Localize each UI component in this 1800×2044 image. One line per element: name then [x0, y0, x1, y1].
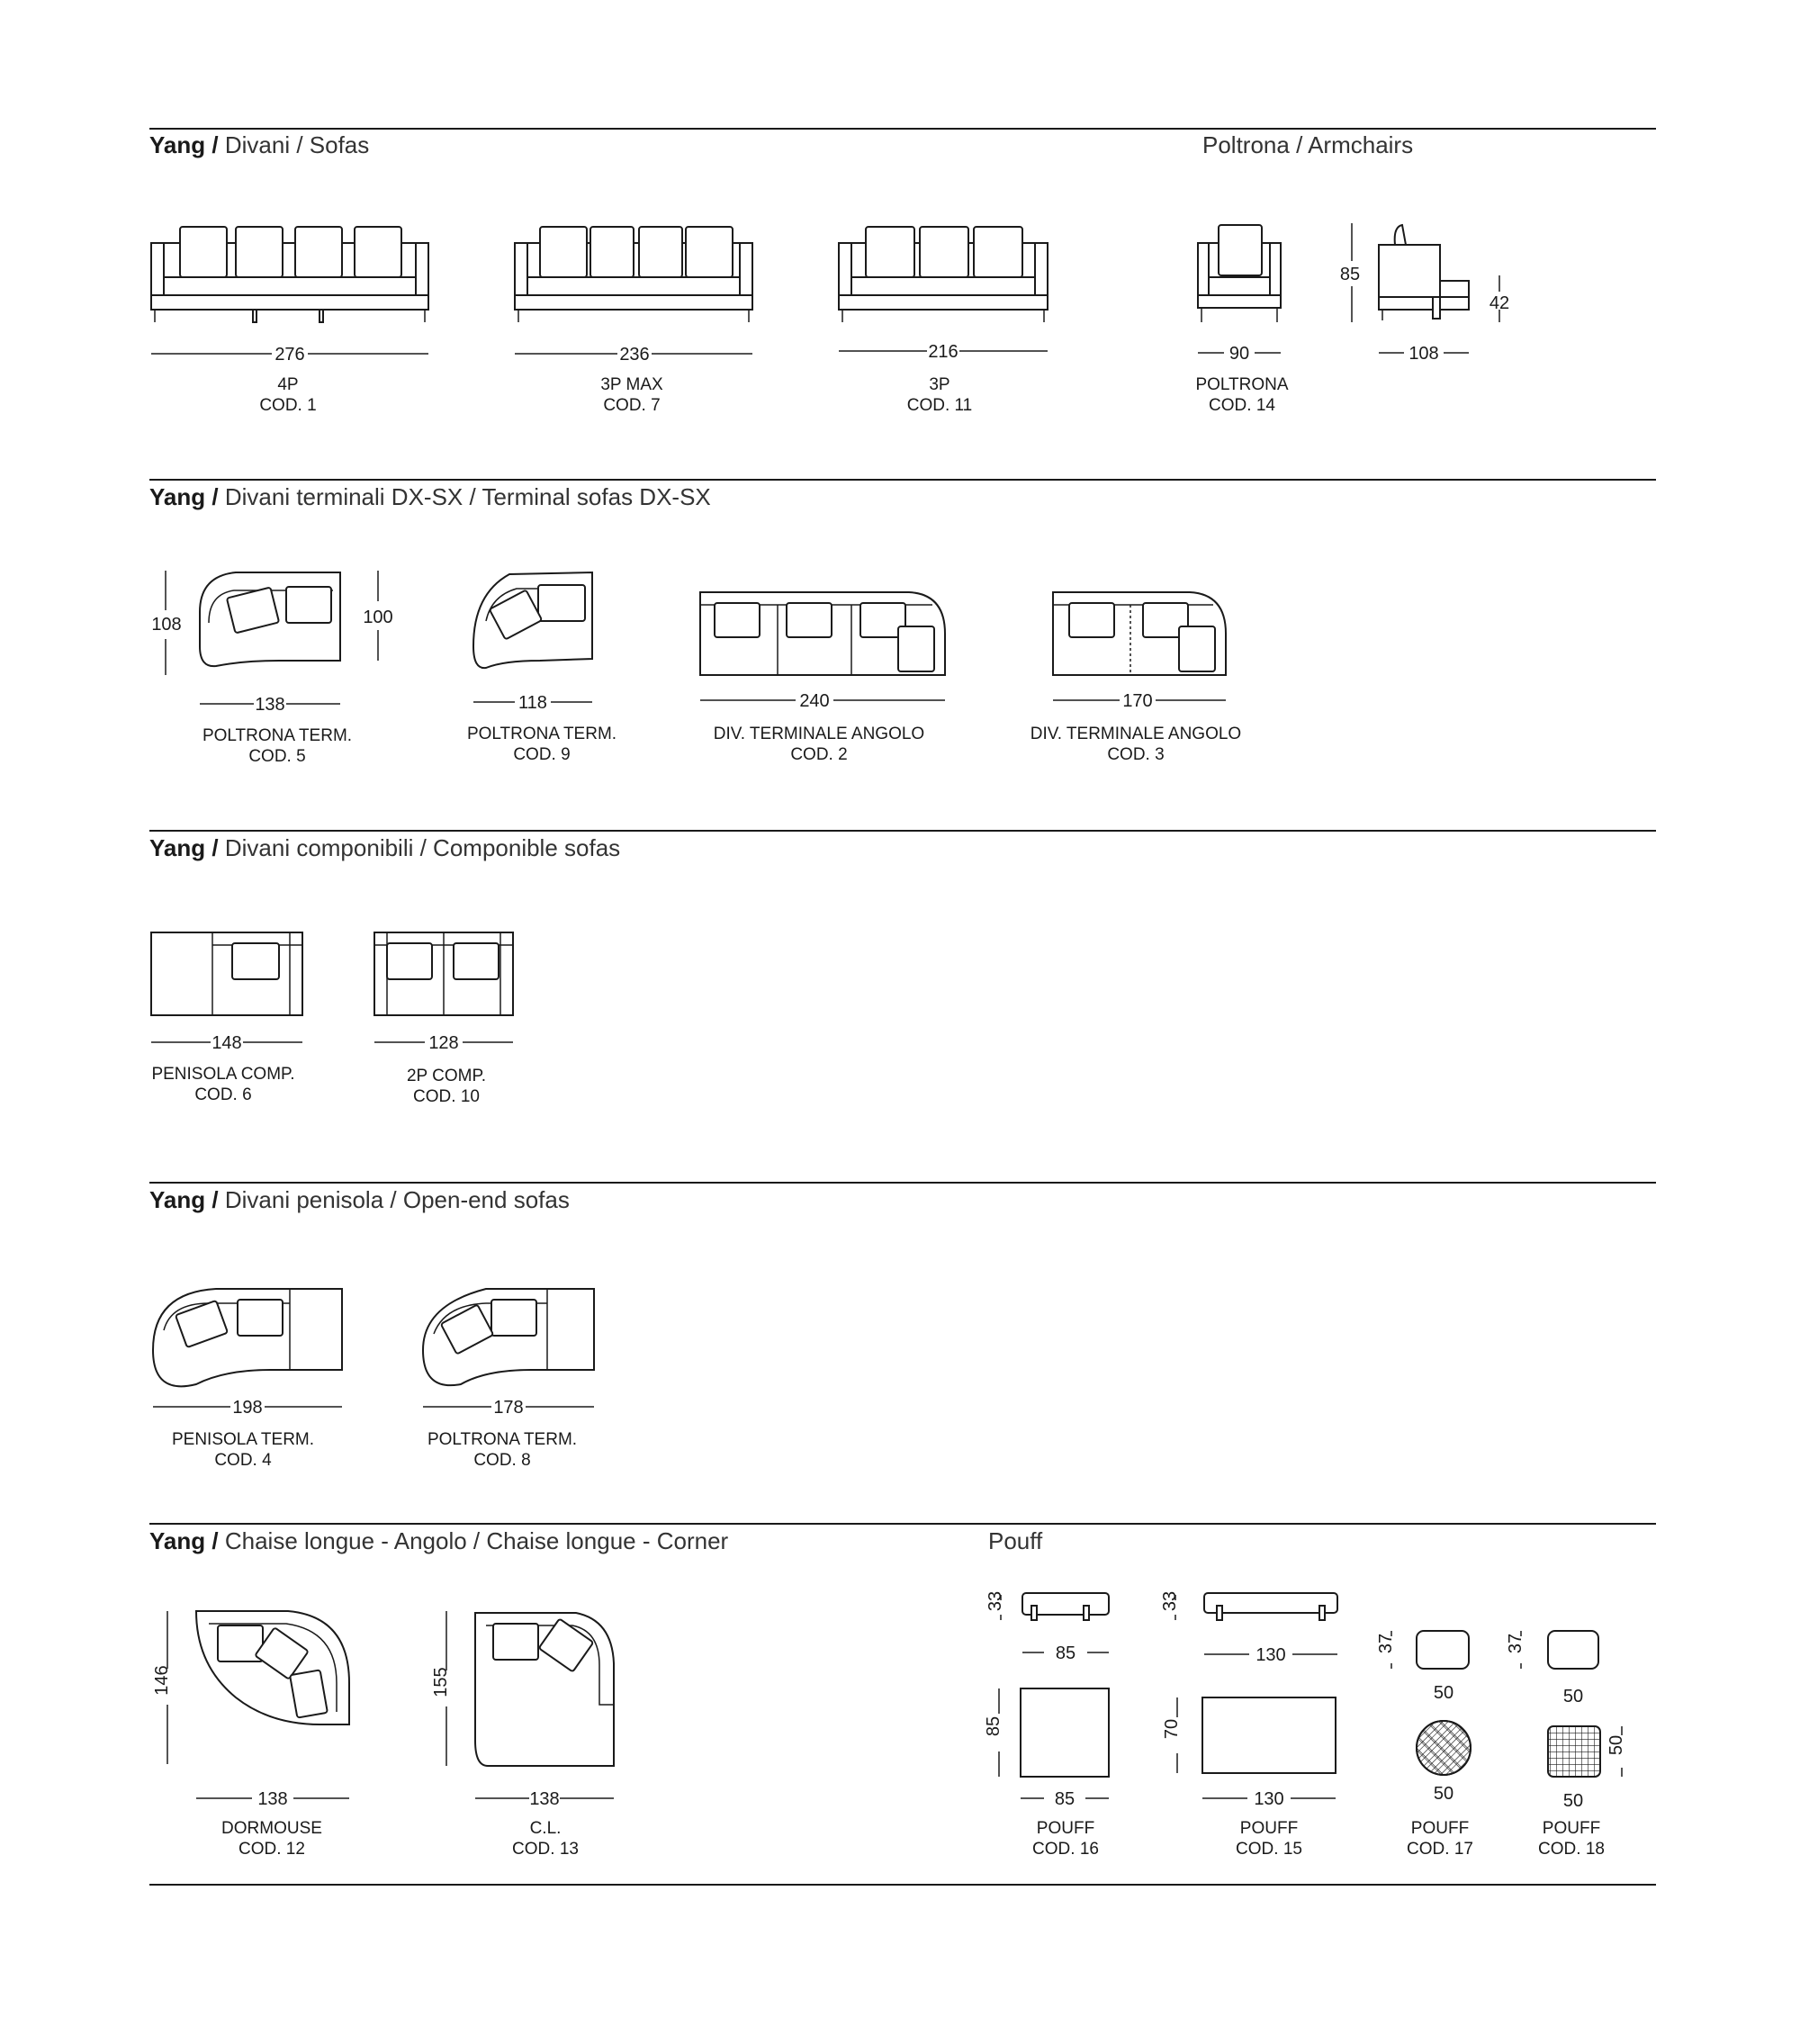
- term-2-drawing: [700, 592, 945, 675]
- label-pen-8: POLTRONA TERM. COD. 8: [427, 1430, 578, 1470]
- dim-pouff15-d: 70: [1162, 1718, 1182, 1740]
- dim-pouff18-w2: 50: [1562, 1791, 1584, 1811]
- dim-pouff17-h: 37: [1376, 1633, 1396, 1654]
- dim-dormouse: 138: [257, 1789, 288, 1809]
- pouff-16-drawing: [1021, 1593, 1109, 1777]
- label-pouff-17: POUFF COD. 17: [1407, 1819, 1473, 1859]
- dim-pouff18-d: 50: [1606, 1734, 1626, 1756]
- term-3-drawing: [1053, 592, 1226, 675]
- dim-pouff17-w2: 50: [1433, 1784, 1454, 1804]
- section-heading-pouff: Pouff: [988, 1527, 1043, 1554]
- pen-8-drawing: [423, 1289, 594, 1385]
- label-pouff-18: POUFF COD. 18: [1538, 1819, 1605, 1859]
- label-cl: C.L. COD. 13: [512, 1819, 579, 1859]
- label-poltrona: POLTRONA COD. 14: [1195, 375, 1289, 415]
- dim-term5-height2: 100: [363, 608, 393, 627]
- label-term-9: POLTRONA TERM. COD. 9: [466, 725, 617, 764]
- label-pouff-15: POUFF COD. 15: [1236, 1819, 1302, 1859]
- pouff-15-drawing: [1202, 1593, 1337, 1773]
- dim-sofa-3pmax: 236: [619, 345, 650, 365]
- label-term-5: POLTRONA TERM. COD. 5: [202, 726, 353, 766]
- label-sofa-3p: 3P COD. 11: [906, 375, 973, 415]
- dim-pouff15-w: 130: [1256, 1645, 1286, 1665]
- dim-poltrona-seat: 42: [1489, 293, 1510, 313]
- dim-cl: 138: [529, 1789, 560, 1809]
- comp-6-drawing: [151, 932, 302, 1015]
- dim-pouff16-d: 85: [984, 1715, 1004, 1737]
- dim-term9: 118: [518, 693, 547, 713]
- dim-term3: 170: [1122, 691, 1153, 711]
- label-dormouse: DORMOUSE COD. 12: [221, 1819, 322, 1859]
- section-heading-componible: Yang / Divani componibili / Componible sofas: [149, 834, 621, 861]
- section-heading-armchairs: Poltrona / Armchairs: [1202, 131, 1414, 158]
- dim-pouff15-w2: 130: [1254, 1789, 1284, 1809]
- dim-poltrona-height: 85: [1339, 265, 1361, 284]
- pouff-17-drawing: [1417, 1631, 1471, 1775]
- dormouse-drawing: [196, 1611, 349, 1724]
- dim-pouff15-h: 33: [1160, 1590, 1180, 1612]
- dim-sofa-4p: 276: [274, 345, 305, 365]
- armchair-side-drawing: [1379, 225, 1469, 320]
- dim-pen8: 178: [493, 1398, 524, 1418]
- label-comp-6: PENISOLA COMP. COD. 6: [151, 1065, 295, 1104]
- label-term-2: DIV. TERMINALE ANGOLO COD. 2: [713, 725, 925, 764]
- dim-comp6: 148: [212, 1033, 242, 1053]
- term-9-drawing: [473, 572, 592, 668]
- dim-dormouse-height: 146: [152, 1665, 172, 1696]
- dim-pouff18-h: 37: [1506, 1633, 1526, 1654]
- dimension-values: [151, 265, 1626, 1811]
- label-comp-10: 2P COMP. COD. 10: [406, 1067, 487, 1106]
- dim-poltrona-depth: 108: [1408, 344, 1439, 364]
- sofa-3p-drawing: [839, 227, 1048, 322]
- label-sofa-3pmax: 3P MAX COD. 7: [600, 375, 663, 415]
- section-heading-chaise: Yang / Chaise longue - Angolo / Chaise longue - Corner: [149, 1527, 729, 1554]
- sofa-4p-drawing: [151, 227, 428, 322]
- dim-comp10: 128: [428, 1033, 459, 1053]
- dim-term2: 240: [799, 691, 830, 711]
- term-5-drawing: [200, 572, 340, 666]
- cl-drawing: [475, 1613, 614, 1766]
- dim-term5: 138: [255, 695, 285, 715]
- dim-pen4: 198: [232, 1398, 263, 1418]
- dim-pouff16-w: 85: [1055, 1643, 1076, 1663]
- label-pouff-16: POUFF COD. 16: [1032, 1819, 1099, 1859]
- comp-10-drawing: [374, 932, 513, 1015]
- dim-pouff16-h: 33: [986, 1590, 1005, 1612]
- dim-pouff18-w: 50: [1562, 1687, 1584, 1706]
- label-sofa-4p: 4P COD. 1: [259, 375, 317, 415]
- pen-4-drawing: [153, 1289, 342, 1386]
- section-heading-terminal: Yang / Divani terminali DX-SX / Terminal sofas DX-SX: [149, 483, 711, 510]
- section-heading-sofas: Yang / Divani / Sofas: [149, 131, 370, 158]
- dim-poltrona-width: 90: [1228, 344, 1250, 364]
- label-pen-4: PENISOLA TERM. COD. 4: [171, 1430, 315, 1470]
- label-term-3: DIV. TERMINALE ANGOLO COD. 3: [1030, 725, 1242, 764]
- section-title: Divani / Sofas: [224, 131, 370, 158]
- sofa-3pmax-drawing: [515, 227, 752, 322]
- dim-sofa-3p: 216: [928, 342, 958, 362]
- dim-cl-height: 155: [431, 1667, 451, 1697]
- armchair-front-drawing: [1198, 225, 1281, 322]
- dim-pouff16-w2: 85: [1054, 1789, 1076, 1809]
- dim-term5-height: 108: [151, 615, 182, 635]
- section-heading-open-end: Yang / Divani penisola / Open-end sofas: [149, 1186, 570, 1213]
- brand-name: Yang: [149, 131, 206, 158]
- dim-pouff17-w: 50: [1433, 1683, 1454, 1703]
